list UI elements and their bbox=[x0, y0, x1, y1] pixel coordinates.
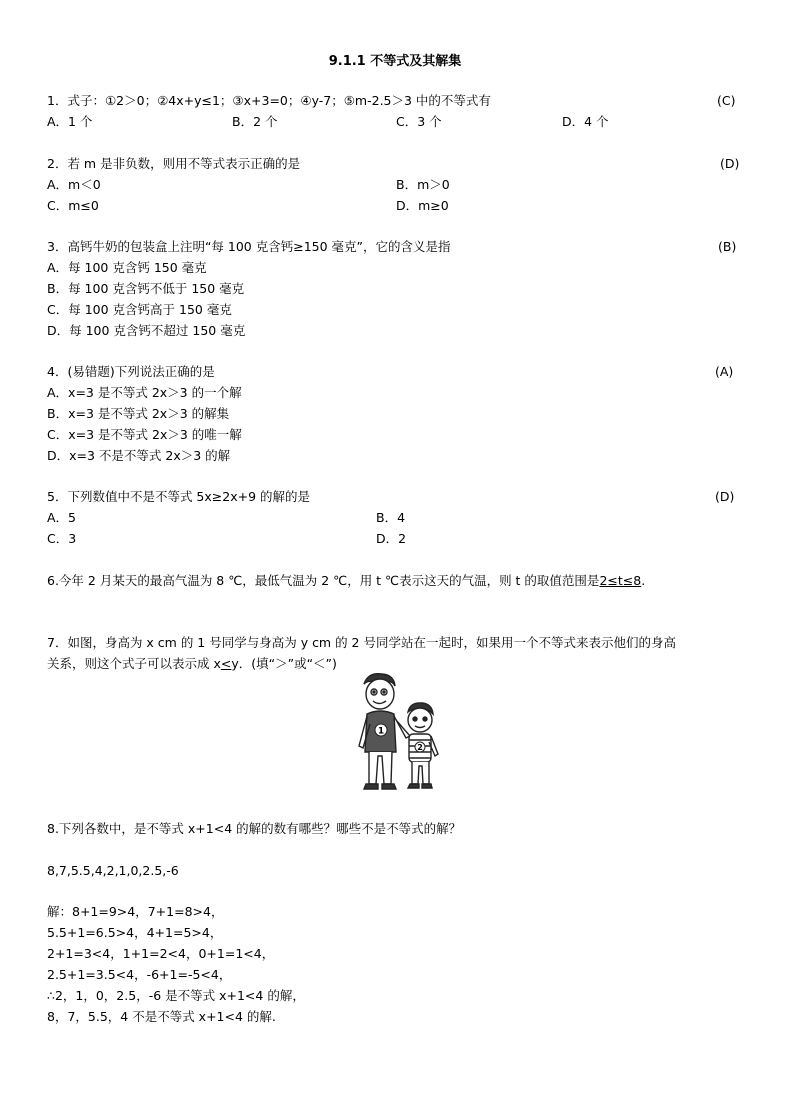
q8-solution-line-5: ∴2，1，0，2.5，-6 是不等式 x+1<4 的解， bbox=[47, 988, 305, 1003]
q8-solution-line-3: 2+1=3<4，1+1=2<4，0+1=1<4， bbox=[47, 946, 275, 961]
q8-solution-line-2: 5.5+1=6.5>4，4+1=5>4， bbox=[47, 925, 223, 940]
q5-stem: 5．下列数值中不是不等式 5x≥2x+9 的解的是 bbox=[47, 489, 311, 504]
q4-option-a: A．x=3 是不等式 2x＞3 的一个解 bbox=[47, 385, 242, 400]
q5-option-c: C．3 bbox=[47, 531, 77, 546]
q2-option-d: D．m≥0 bbox=[396, 198, 449, 213]
q8-solution-line-4: 2.5+1=3.5<4，-6+1=-5<4， bbox=[47, 967, 232, 982]
q7-answer: < bbox=[220, 656, 232, 671]
q1-option-c: C．3 个 bbox=[396, 114, 442, 129]
q2-option-b: B．m＞0 bbox=[396, 177, 450, 192]
q2-option-c: C．m≤0 bbox=[47, 198, 99, 213]
q4-answer: (A) bbox=[715, 364, 734, 379]
q3-option-c: C．每 100 克含钙高于 150 毫克 bbox=[47, 302, 232, 317]
q4-option-b: B．x=3 是不等式 2x＞3 的解集 bbox=[47, 406, 230, 421]
q8-solution-line-6: 8，7，5.5，4 不是不等式 x+1<4 的解. bbox=[47, 1009, 276, 1024]
q7-line-2 bbox=[47, 655, 337, 673]
q6-stem: 6.今年 2 月某天的最高气温为 8 ℃，最低气温为 2 ℃，用 t ℃表示这天的气温，则 t 的取值范围是 bbox=[47, 573, 600, 588]
q3-stem: 3．高钙牛奶的包装盒上注明“每 100 克含钙≥150 毫克”，它的含义是指 bbox=[47, 239, 451, 254]
q8-stem: 8.下列各数中，是不等式 x+1<4 的解的数有哪些？哪些不是不等式的解？ bbox=[47, 821, 462, 836]
student-2-badge: 2 bbox=[417, 743, 423, 752]
q4-option-d: D．x=3 不是不等式 2x＞3 的解 bbox=[47, 448, 231, 463]
q5-option-b: B．4 bbox=[376, 510, 406, 525]
q6-answer: 2≤t≤8 bbox=[599, 573, 642, 588]
q3-option-b: B．每 100 克含钙不低于 150 毫克 bbox=[47, 281, 245, 296]
q7-line-2-start: 关系，则这个式子可以表示成 x bbox=[47, 656, 221, 671]
q1-answer: (C) bbox=[717, 93, 736, 108]
q5-option-a: A．5 bbox=[47, 510, 77, 525]
q4-option-c: C．x=3 是不等式 2x＞3 的唯一解 bbox=[47, 427, 242, 442]
q3-option-d: D．每 100 克含钙不超过 150 毫克 bbox=[47, 323, 246, 338]
q5-answer: (D) bbox=[715, 489, 735, 504]
q1-stem: 1．式子：①2＞0；②4x+y≤1；③x+3=0；④y-7；⑤m-2.5＞3 中的不等式有 bbox=[47, 93, 491, 108]
q4-stem: 4．(易错题)下列说法正确的是 bbox=[47, 364, 215, 379]
q7-line-1: 7．如图，身高为 x cm 的 1 号同学与身高为 y cm 的 2 号同学站在一起时，如果用一个不等式来表示他们的身高 bbox=[47, 635, 676, 650]
q2-answer: (D) bbox=[720, 156, 740, 171]
q2-option-a: A．m＜0 bbox=[47, 177, 101, 192]
two-students-illustration bbox=[350, 672, 445, 797]
student-1-badge: 1 bbox=[377, 726, 385, 737]
q1-option-b: B．2 个 bbox=[232, 114, 278, 129]
q1-option-d: D．4 个 bbox=[562, 114, 609, 129]
q2-stem: 2．若 m 是非负数，则用不等式表示正确的是 bbox=[47, 156, 301, 171]
page-title: 9.1.1 不等式及其解集 bbox=[328, 54, 462, 69]
q5-option-d: D．2 bbox=[376, 531, 407, 546]
q7-line-2-end: y．(填“＞”或“＜”) bbox=[231, 656, 337, 671]
q6-end: . bbox=[641, 573, 646, 588]
q3-answer: (B) bbox=[718, 239, 737, 254]
q8-numbers: 8,7,5.5,4,2,1,0,2.5,-6 bbox=[47, 863, 179, 878]
q6-line bbox=[47, 572, 645, 590]
q1-option-a: A．1 个 bbox=[47, 114, 93, 129]
q8-solution-line-1: 解：8+1=9>4，7+1=8>4， bbox=[47, 904, 224, 919]
q3-option-a: A．每 100 克含钙 150 毫克 bbox=[47, 260, 207, 275]
